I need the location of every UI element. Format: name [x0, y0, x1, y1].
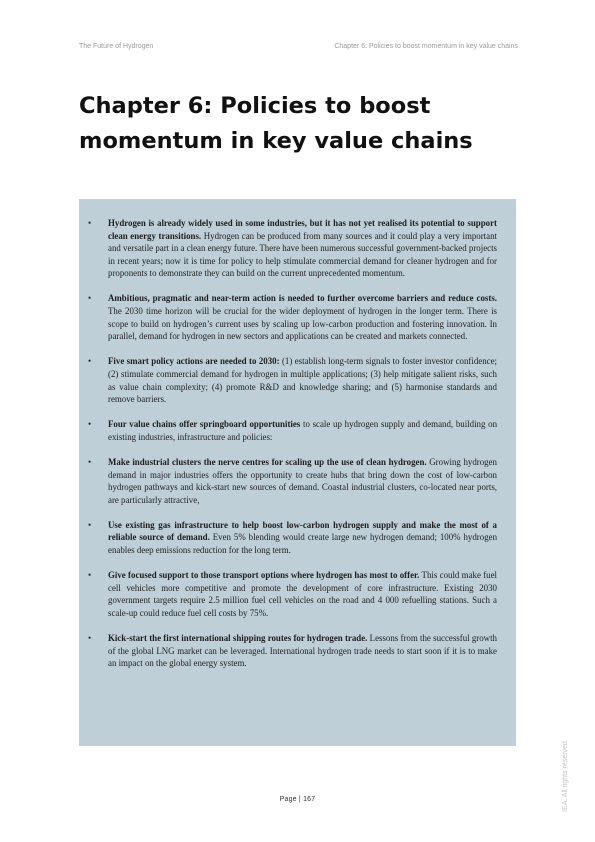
bullet-lead: Four value chains offer springboard opportunities	[108, 419, 301, 430]
bullet-text: (1) establish long-term signals to foster investor confidence; (2) stimulate commercial demand for hydrogen in multiple applications; (3) help mitigate salient risks, such as value chain complexity; (4) promote R&D and knowledge sharing; and (5) harmonise standards and remove barriers.	[108, 356, 497, 405]
bullet-lead: Use existing gas infrastructure to help boost low-carbon hydrogen supply and make the most of a reliable source of demand.	[108, 519, 497, 543]
summary-bullet	[108, 632, 497, 670]
bullet-lead: Give focused support to those transport options where hydrogen has most to offer.	[108, 570, 420, 581]
bullet-lead: Five smart policy actions are needed to 2030:	[108, 356, 280, 367]
bullet-text: The 2030 time horizon will be crucial for the wider deployment of hydrogen in the longer term. There is scope to build on hydrogen’s current uses by scaling up low-carbon production and fostering innovation. In parallel, demand for hydrogen in new sectors and applications can be created and markets connected.	[108, 306, 497, 342]
page-number: Page | 167	[279, 796, 316, 803]
bullet-text: This could make fuel cell vehicles more competitive and promote the development of core infrastructure. Existing 2030 government targets require 2.5 million fuel cell vehicles on the road and 4 000 refuelling stations. Such a scale-up could reduce fuel cell costs by 75%.	[108, 570, 498, 618]
summary-bullet	[108, 569, 497, 619]
bullet-text: Lessons from the successful growth of the global LNG market can be leveraged. International hydrogen trade needs to start soon if it is to make an impact on the global energy system.	[108, 632, 497, 669]
summary-bullet-list	[108, 217, 497, 670]
bullet-text: Growing hydrogen demand in major industries offers the opportunity to create hubs that bring down the cost of low-carbon hydrogen pathways and kick-start new sources of demand. Coastal industrial clusters, co-located near ports, are particularly attractive,	[108, 456, 497, 505]
bullet-text: Hydrogen can be produced from many sources and it could play a very important and versatile part in a clean energy future. There have been numerous successful government-backed projects in recent years; now it is time for policy to help stimulate commercial demand for cleaner hydrogen and for proponents to demonstrate they can build on the current unprecedented momentum.	[108, 230, 497, 279]
summary-bullet	[108, 418, 497, 443]
header-publication-title: The Future of Hydrogen	[79, 43, 154, 50]
summary-bullet	[108, 292, 497, 342]
copyright-notice: IEA. All rights reserved.	[562, 739, 569, 812]
header-chapter-title: Chapter 6: Policies to boost momentum in key value chains	[334, 43, 518, 50]
summary-bullet	[108, 456, 497, 506]
bullet-text: to scale up hydrogen supply and demand, building on existing industries, infrastructure and policies:	[108, 419, 498, 442]
chapter-title: Chapter 6: Policies to boost momentum in key value chains	[79, 93, 473, 154]
bullet-lead: Kick-start the first international shipping routes for hydrogen trade.	[108, 632, 368, 643]
summary-bullet	[108, 217, 497, 280]
summary-bullet	[108, 355, 497, 405]
bullet-text: Even 5% blending would create large new hydrogen demand; 100% hydrogen enables deep emissions reduction for the long term.	[108, 532, 498, 555]
bullet-lead: Make industrial clusters the nerve centres for scaling up the use of clean hydrogen.	[108, 456, 427, 467]
bullet-lead: Ambitious, pragmatic and near-term action is needed to further overcome barriers and reduce costs.	[108, 293, 497, 304]
summary-bullet	[108, 519, 497, 557]
bullet-lead: Hydrogen is already widely used in some industries, but it has not yet realised its potential to support clean energy transitions.	[108, 218, 497, 241]
summary-box	[79, 199, 516, 746]
running-header	[79, 43, 518, 50]
